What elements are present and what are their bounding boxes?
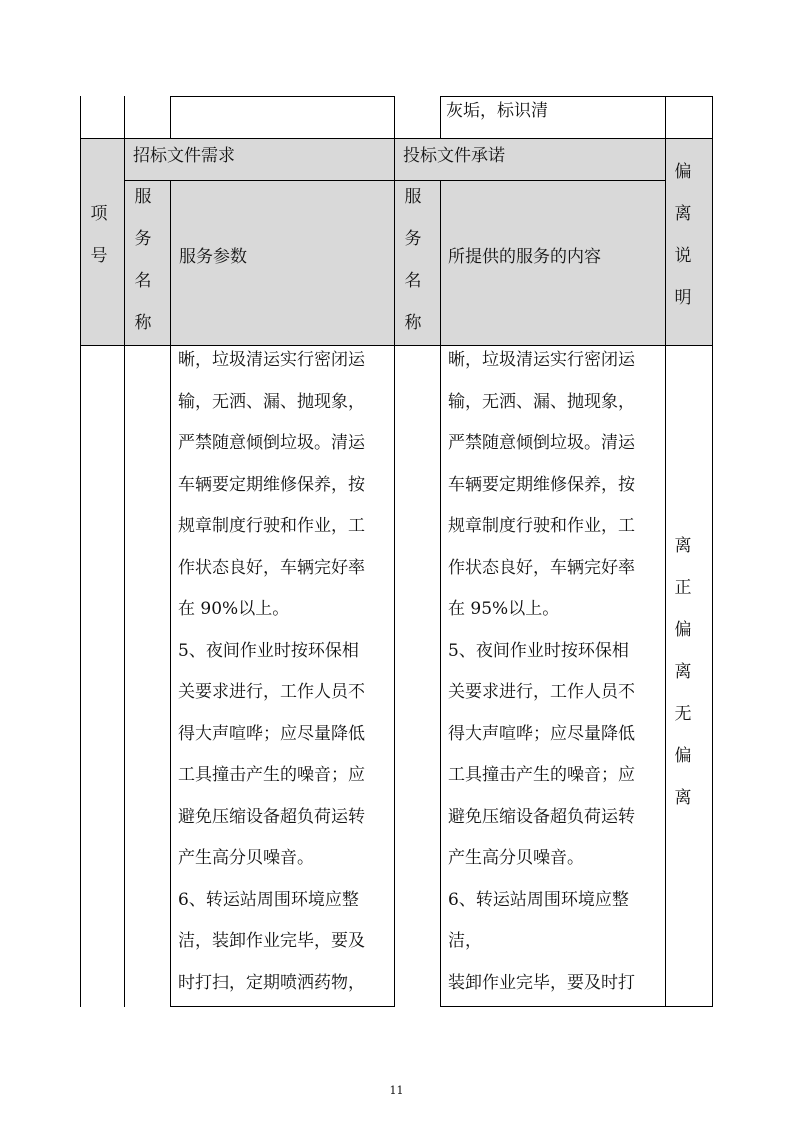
tender-commitment-heading: 投标文件承诺 <box>403 146 505 166</box>
text-line: 车辆要定期维修保养，按 <box>178 474 365 495</box>
header-background <box>81 138 712 345</box>
rule <box>665 96 666 1007</box>
bid-requirements-heading: 招标文件需求 <box>133 146 235 166</box>
text-line: 在 90%以上。 <box>178 599 290 619</box>
text-line: 严禁随意倾倒垃圾。清运 <box>178 433 365 453</box>
commitment-tail-text: 灰垢，标识清 <box>446 101 548 121</box>
rule <box>170 96 171 139</box>
text-line: 关要求进行，工作人员不 <box>448 682 635 702</box>
rule <box>440 96 712 97</box>
rule <box>394 96 395 1007</box>
text-line: 输，无洒、漏、抛现象， <box>448 391 635 412</box>
text-line: 得大声喧哗；应尽量降低 <box>178 723 365 744</box>
text-line: 规章制度行驶和作业，工 <box>178 516 365 536</box>
text-line: 产生高分贝噪音。 <box>448 848 584 868</box>
req-service-name-heading: 服务名称 <box>134 187 152 333</box>
text-line: 在 95%以上。 <box>448 599 560 619</box>
text-line: 洁， <box>448 931 482 951</box>
deviation-note-heading: 偏离说明 <box>674 162 692 308</box>
text-line: 时打扫，定期喷洒药物， <box>178 972 365 993</box>
rule <box>170 96 394 97</box>
text-line: 晰，垃圾清运实行密闭运 <box>448 350 635 370</box>
text-line: 规章制度行驶和作业，工 <box>448 516 635 536</box>
rule <box>170 180 171 1007</box>
text-line: 严禁随意倾倒垃圾。清运 <box>448 433 635 453</box>
text-line: 洁，装卸作业完毕，要及 <box>178 931 365 951</box>
com-service-content-heading: 所提供的服务的内容 <box>448 247 601 267</box>
item-no-heading: 项号 <box>90 204 108 266</box>
text-line: 6、转运站周围环境应整 <box>448 889 629 910</box>
text-line: 避免压缩设备超负荷运转 <box>448 806 635 827</box>
rule <box>124 96 125 1007</box>
text-line: 晰，垃圾清运实行密闭运 <box>178 350 365 370</box>
com-service-name-heading: 服务名称 <box>404 187 422 333</box>
rule <box>440 96 441 139</box>
text-line: 工具撞击产生的噪音；应 <box>448 765 635 785</box>
text-line: 产生高分贝噪音。 <box>178 848 314 868</box>
rule <box>81 138 713 139</box>
req-service-params-heading: 服务参数 <box>179 247 247 267</box>
requirement-text <box>178 340 392 1004</box>
text-line: 避免压缩设备超负荷运转 <box>178 806 365 827</box>
rule <box>440 180 441 1007</box>
rule <box>440 1006 713 1007</box>
text-line: 装卸作业完毕，要及时打 <box>448 972 635 993</box>
text-line: 车辆要定期维修保养，按 <box>448 474 635 495</box>
text-line: 工具撞击产生的噪音；应 <box>178 765 365 785</box>
text-line: 得大声喧哗；应尽量降低 <box>448 723 635 744</box>
text-line: 关要求进行，工作人员不 <box>178 682 365 702</box>
text-line: 6、转运站周围环境应整 <box>178 889 359 910</box>
text-line: 输，无洒、漏、抛现象， <box>178 391 365 412</box>
page-number: 11 <box>389 1084 404 1097</box>
commitment-text <box>448 340 662 1004</box>
text-line: 作状态良好，车辆完好率 <box>178 557 365 578</box>
deviation-text: 离正偏离无偏离 <box>674 536 692 808</box>
rule <box>712 96 713 1007</box>
rule <box>170 1006 395 1007</box>
text-line: 5、夜间作业时按环保相 <box>448 640 629 661</box>
text-line: 作状态良好，车辆完好率 <box>448 557 635 578</box>
rule <box>80 96 81 1007</box>
text-line: 5、夜间作业时按环保相 <box>178 640 359 661</box>
